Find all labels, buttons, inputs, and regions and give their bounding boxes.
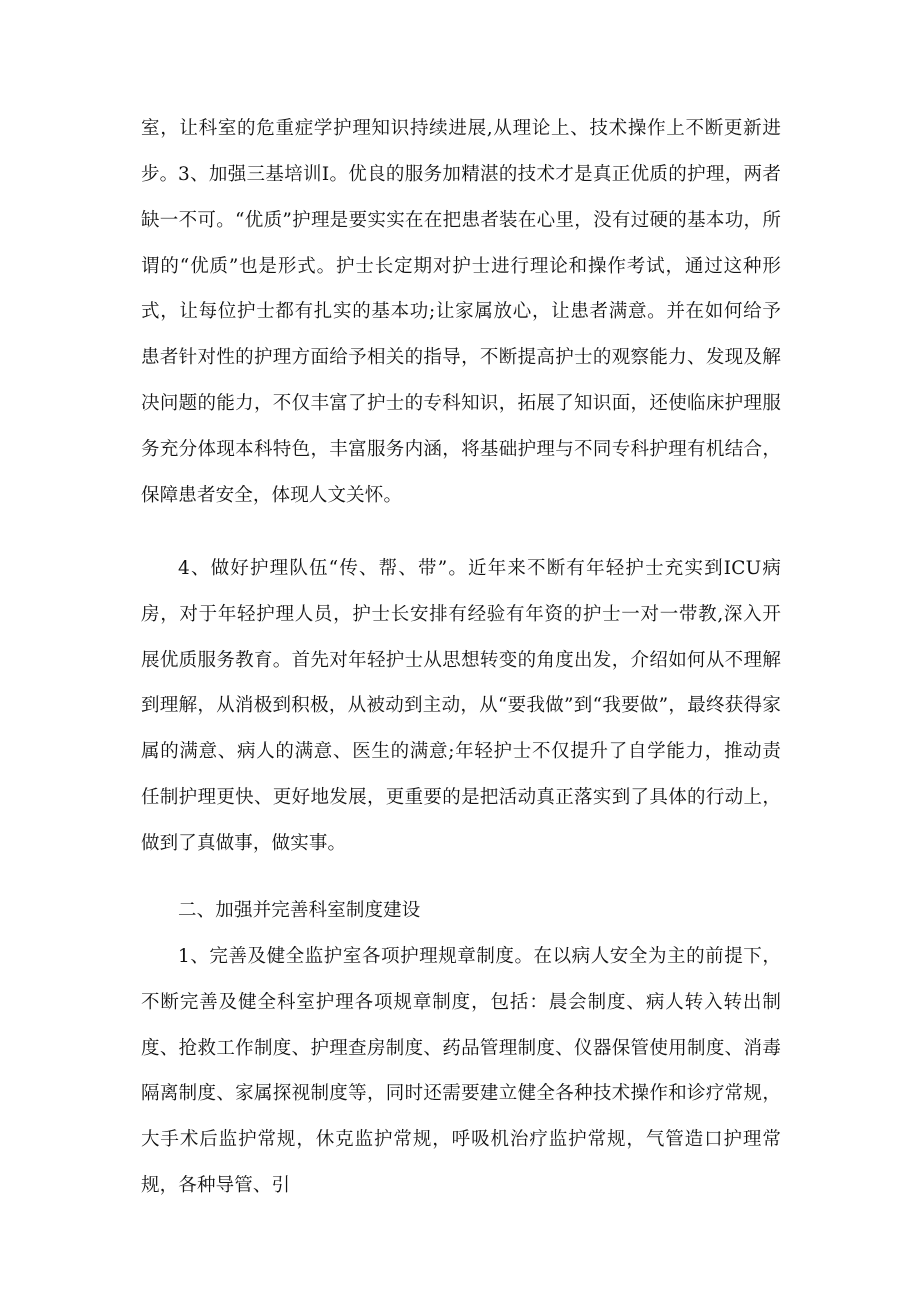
section-heading: 二、加强并完善科室制度建设 (178, 900, 421, 921)
paragraph-team-mentoring: 4、做好护理队伍“传、帮、带”。近年来不断有年轻护士充实到ICU病房，对于年轻护理人员，护士长安排有经验有年资的护士一对一带教,深入开展优质服务教育。首先对年轻护士从思想转变的角度出发，介绍如何从不理解到理解，从消极到积极，从被动到主动，从“要我做”到“我要做”，最终获得家属的满意、病人的满意、医生的满意;年轻护士不仅提升了自学能力，推动责任制护理更快、更好地发展，更重要的是把活动真正落实到了具体的行动上，做到了真做事，做实事。 (141, 558, 781, 854)
paragraph-regulations: 1、完善及健全监护室各项护理规章制度。在以病人安全为主的前提下，不断完善及健全科室护理各项规章制度，包括：晨会制度、病人转入转出制度、抢救工作制度、护理查房制度、药品管理制度、仪器保管使用制度、消毒隔离制度、家属探视制度等，同时还需要建立健全各种技术操作和诊疗常规，大手术后监护常规，休克监护常规，呼吸机治疗监护常规，气管造口护理常规，各种导管、引 (141, 946, 781, 1196)
paragraph-basic-training: 3、加强三基培训I。优良的服务加精湛的技术才是真正优质的护理，两者缺一不可。“优质”护理是要实实在在把患者装在心里，没有过硬的基本功，所谓的“优质”也是形式。护士长定期对护士进行理论和操作考试，通过这种形式，让每位护士都有扎实的基本功;让家属放心，让患者满意。并在如何给予患者针对性的护理方面给予相关的指导，不断提高护士的观察能力、发现及解决问题的能力，不仅丰富了护士的专科知识，拓展了知识面，还使临床护理服务充分体现本科特色，丰富服务内涵，将基础护理与不同专科护理有机结合，保障患者安全，体现人文关怀。 (141, 164, 781, 506)
paragraph-continuation: 室，让科室的危重症学护理知识持续进展,从理论上、技术操作上不断更新进步。 (141, 118, 781, 185)
